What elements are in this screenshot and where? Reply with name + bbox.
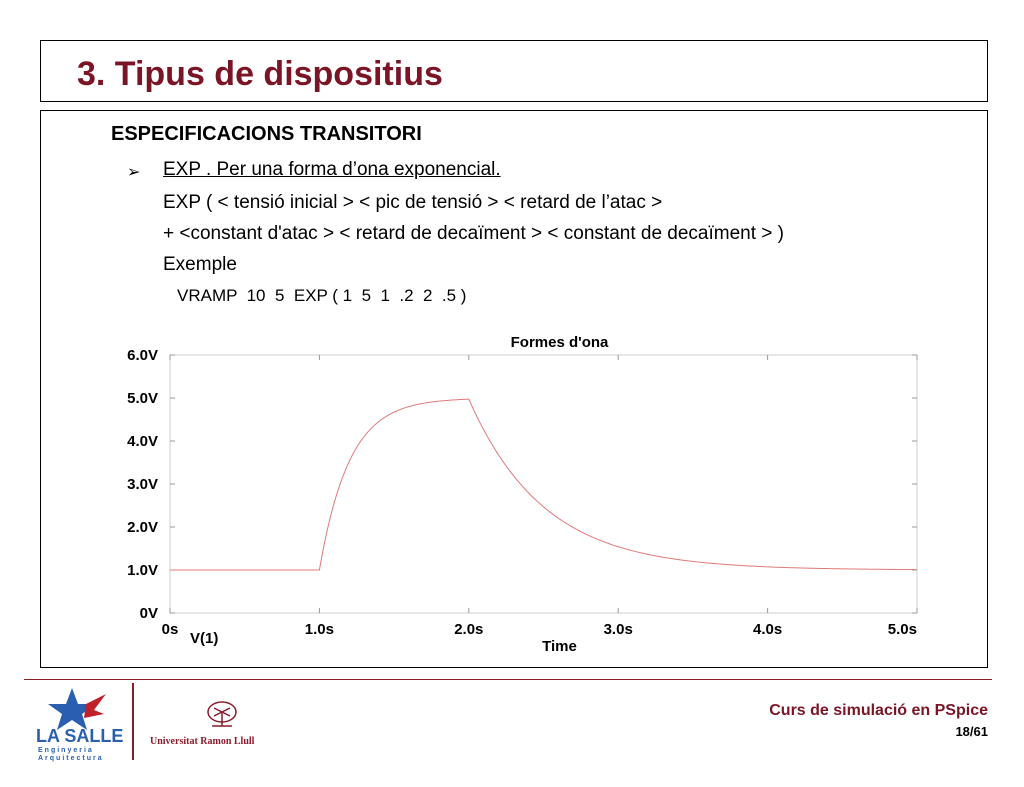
- course-title: Curs de simulació en PSpice: [769, 702, 988, 719]
- plot-frame: [170, 355, 917, 613]
- data-point: [916, 569, 918, 571]
- y-tick-label: 0V: [139, 605, 158, 622]
- bullet-arrow-icon: ➢: [127, 164, 141, 181]
- data-point: [169, 569, 171, 571]
- bullet-text: EXP . Per una forma d’ona exponencial.: [163, 159, 501, 180]
- legend-entry: V(1): [190, 630, 219, 647]
- la-salle-logo: [34, 684, 124, 764]
- red-swoosh-icon: [84, 694, 106, 718]
- data-point: [408, 406, 410, 408]
- footer-divider: [24, 679, 992, 680]
- data-point: [617, 546, 619, 548]
- x-tick-label: 5.0s: [887, 621, 917, 638]
- y-tick-label: 3.0V: [127, 476, 158, 493]
- data-point: [692, 561, 694, 563]
- x-tick-label: 1.0s: [304, 621, 335, 638]
- y-tick-label: 5.0V: [127, 390, 158, 407]
- university-logo-text: Universitat Ramon Llull: [150, 736, 255, 747]
- x-tick-label: 3.0s: [603, 621, 633, 638]
- chart-title: Formes d'ona: [510, 334, 609, 351]
- data-point: [505, 473, 507, 475]
- x-axis-label: Time: [542, 638, 577, 655]
- series-line: [170, 399, 917, 570]
- y-tick-label: 6.0V: [127, 347, 158, 364]
- data-point: [438, 400, 440, 402]
- x-tick-label: 0s: [161, 621, 179, 638]
- x-tick-label: 4.0s: [752, 621, 783, 638]
- la-salle-logo-sub2: Arquitectura: [38, 755, 104, 762]
- tree-icon: [208, 702, 236, 726]
- data-point: [348, 460, 350, 462]
- data-point: [543, 511, 545, 513]
- data-point: [767, 566, 769, 568]
- university-logo: [150, 696, 300, 750]
- y-tick-label: 4.0V: [127, 433, 158, 450]
- example-code: VRAMP 10 5 EXP ( 1 5 1 .2 2 .5 ): [177, 286, 467, 305]
- data-point: [468, 398, 470, 400]
- slide-title: 3. Tipus de dispositius: [77, 55, 443, 93]
- data-point: [378, 420, 380, 422]
- syntax-line-2: + <constant d'atac > < retard de decaïment > < constant de decaïment > ): [163, 223, 784, 244]
- y-tick-label: 2.0V: [127, 519, 158, 536]
- example-label: Exemple: [163, 254, 237, 275]
- x-tick-label: 2.0s: [454, 621, 484, 638]
- section-heading: ESPECIFICACIONS TRANSITORI: [111, 123, 422, 145]
- la-salle-logo-sub1: Enginyeria: [38, 747, 94, 754]
- footer-vertical-divider: [132, 683, 134, 760]
- data-point: [319, 569, 321, 571]
- syntax-line-1: EXP ( < tensió inicial > < pic de tensió > < retard de l’atac >: [163, 192, 663, 213]
- y-tick-label: 1.0V: [127, 562, 158, 579]
- la-salle-logo-text: LA SALLE: [36, 726, 124, 746]
- data-point: [842, 568, 844, 570]
- page-number: 18/61: [955, 724, 988, 739]
